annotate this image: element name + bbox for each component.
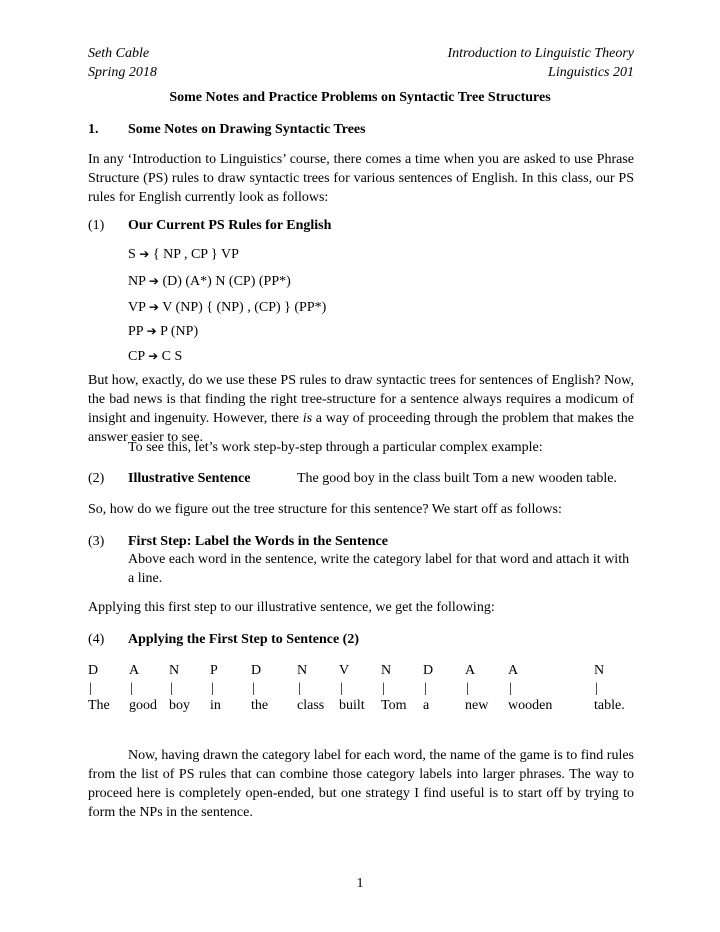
ps-rule-2 xyxy=(128,272,291,291)
example-heading-1: Our Current PS Rules for English xyxy=(128,218,332,233)
sentence-word: wooden xyxy=(508,698,553,713)
sentence-word: table. xyxy=(594,698,625,713)
arrow-icon: ➔ xyxy=(148,274,159,288)
ps-rule-rhs: { NP , CP } VP xyxy=(152,247,239,262)
arrow-icon: ➔ xyxy=(146,324,157,338)
category-label: V xyxy=(339,663,350,678)
ps-rule-3 xyxy=(128,298,326,317)
attachment-line: | xyxy=(89,681,92,696)
arrow-icon: ➔ xyxy=(148,349,159,363)
attachment-line: | xyxy=(595,681,598,696)
attachment-line: | xyxy=(211,681,214,696)
ps-rule-1 xyxy=(128,245,239,264)
sentence-word: class xyxy=(297,698,325,713)
attachment-line: | xyxy=(509,681,512,696)
ps-rule-lhs: VP xyxy=(128,300,146,315)
page-number: 1 xyxy=(356,876,364,891)
attachment-line: | xyxy=(382,681,385,696)
attachment-line: | xyxy=(252,681,255,696)
example-number-4: (4) xyxy=(88,632,105,647)
paragraph-3: To see this, let’s work step-by-step through a particular complex example: xyxy=(128,440,543,455)
ps-rule-lhs: CP xyxy=(128,349,145,364)
paragraph-2-emphasis: is xyxy=(302,411,313,426)
ps-rule-lhs: S xyxy=(128,247,136,262)
category-label: A xyxy=(465,663,476,678)
category-label: A xyxy=(508,663,519,678)
paragraph-2-text-end: a way of proceeding through the problem that makes the answer easier to see. xyxy=(88,411,634,445)
sentence-word: the xyxy=(251,698,269,713)
sentence-word: new xyxy=(465,698,489,713)
paragraph-2-text: But how, exactly, do we use these PS rules to draw syntactic trees for sentences of English? Now, the bad news is that finding the right tree-structure for a sentence always requires a modicum of insight and ingenuity. However, there xyxy=(88,373,634,426)
intro-paragraph: In any ‘Introduction to Linguistics’ course, there comes a time when you are asked to use Phrase Structure (PS) rules to draw syntactic trees for various sentences of English. In this class, our PS rules for English currently look as follows: xyxy=(88,152,634,205)
arrow-icon: ➔ xyxy=(139,247,150,261)
ps-rule-4 xyxy=(128,322,198,341)
category-label: N xyxy=(297,663,308,678)
header-course-number: Linguistics 201 xyxy=(548,65,634,80)
ps-rule-rhs: C S xyxy=(161,349,183,364)
ps-rule-rhs: V (NP) { (NP) , (CP) } (PP*) xyxy=(162,300,327,315)
attachment-line: | xyxy=(424,681,427,696)
ps-rule-rhs: P (NP) xyxy=(160,324,199,339)
example-body-3: Above each word in the sentence, write the category label for that word and attach it with a line. xyxy=(128,552,630,586)
paragraph-5: Applying this first step to our illustrative sentence, we get the following: xyxy=(88,600,495,615)
category-label: P xyxy=(210,663,218,678)
attachment-line: | xyxy=(340,681,343,696)
example-number-2: (2) xyxy=(88,471,105,486)
section-heading: Some Notes on Drawing Syntactic Trees xyxy=(128,122,366,137)
sentence-word: in xyxy=(210,698,221,713)
ps-rule-rhs: (D) (A*) N (CP) (PP*) xyxy=(162,274,291,289)
category-label: A xyxy=(129,663,140,678)
attachment-line: | xyxy=(130,681,133,696)
attachment-line: | xyxy=(170,681,173,696)
attachment-line: | xyxy=(298,681,301,696)
example-heading-3: First Step: Label the Words in the Sentence xyxy=(128,534,388,549)
header-author: Seth Cable xyxy=(88,46,150,61)
category-label: N xyxy=(169,663,180,678)
example-number-1: (1) xyxy=(88,218,105,233)
header-term: Spring 2018 xyxy=(88,65,157,80)
sentence-word: Tom xyxy=(381,698,407,713)
category-label: D xyxy=(88,663,99,678)
sentence-word: a xyxy=(423,698,430,713)
sentence-word: boy xyxy=(169,698,190,713)
category-label: D xyxy=(423,663,434,678)
document-title: Some Notes and Practice Problems on Syntactic Tree Structures xyxy=(169,90,551,105)
illustrative-sentence: The good boy in the class built Tom a new wooden table. xyxy=(297,471,617,486)
category-label: N xyxy=(594,663,605,678)
ps-rule-lhs: NP xyxy=(128,274,146,289)
ps-rule-lhs: PP xyxy=(128,324,144,339)
attachment-line: | xyxy=(466,681,469,696)
paragraph-6 xyxy=(88,746,634,822)
sentence-word: good xyxy=(129,698,157,713)
section-number: 1. xyxy=(88,122,99,137)
paragraph-4: So, how do we figure out the tree structure for this sentence? We start off as follows: xyxy=(88,502,562,517)
paragraph-6-text: Now, having drawn the category label for each word, the name of the game is to find rules from the list of PS rules that can combine those category labels into larger phrases. The way to proceed here is completely open-ended, but one strategy I find useful is to start off by trying to form the NPs in the sentence. xyxy=(88,748,634,820)
example-label-2: Illustrative Sentence xyxy=(128,471,251,486)
category-label: N xyxy=(381,663,392,678)
header-course: Introduction to Linguistic Theory xyxy=(447,46,634,61)
category-label: D xyxy=(251,663,262,678)
sentence-word: The xyxy=(88,698,110,713)
example-heading-4: Applying the First Step to Sentence (2) xyxy=(128,632,359,647)
ps-rule-5 xyxy=(128,347,182,366)
example-number-3: (3) xyxy=(88,534,105,549)
paragraph-2 xyxy=(88,371,634,447)
sentence-word: built xyxy=(339,698,365,713)
arrow-icon: ➔ xyxy=(148,300,159,314)
